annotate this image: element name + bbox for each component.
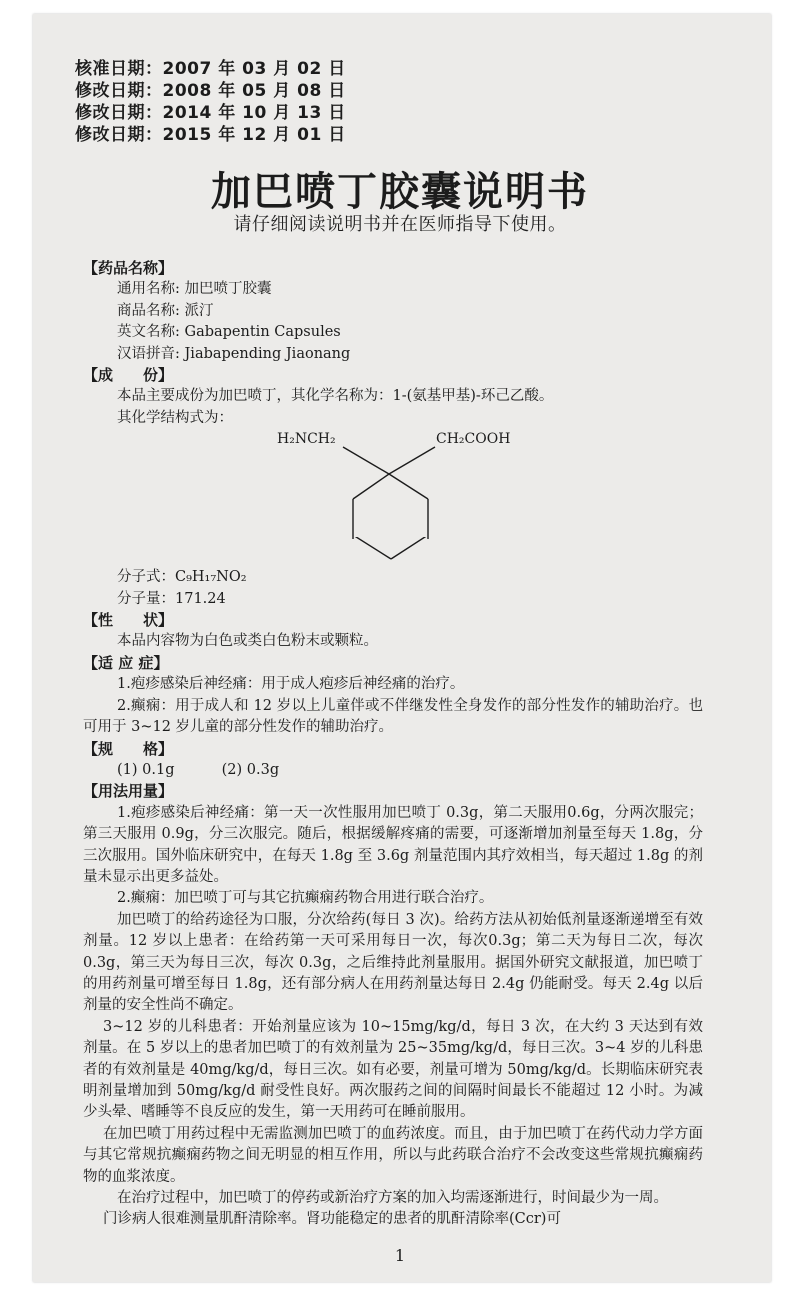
page-number: 1 bbox=[394, 1246, 406, 1265]
revision-date: 修改日期：2008 年 05 月 08 日 bbox=[75, 81, 346, 101]
document-body bbox=[83, 258, 703, 1231]
dosage-paragraph: 2.癫痫：加巴喷丁可与其它抗癫痫药物合用进行联合治疗。 bbox=[117, 890, 494, 907]
indication-item: 2.癫痫：用于成人和 12 岁以上儿童伴或不伴继发性全身发作的部分性发作的辅助治疗。也可用于 3~12 岁儿童的部分性发作的辅助治疗。 bbox=[83, 697, 703, 736]
spec-value: (1) 0.1g bbox=[117, 761, 175, 778]
document-title: 加巴喷丁胶囊说明书 bbox=[211, 169, 589, 215]
trade-name: 商品名称: 派汀 bbox=[117, 302, 214, 319]
cyclohexane-ring bbox=[343, 447, 435, 539]
dosage-paragraph: 在加巴喷丁用药过程中无需监测加巴喷丁的血药浓度。而且，由于加巴喷丁在药代动力学方面与其它常规抗癫痫药物之间无明显的相互作用，所以与此药联合治疗不会改变这些常规抗癫痫药物的血浆浓度。 bbox=[83, 1125, 703, 1185]
molecular-weight: 分子量：171.24 bbox=[117, 590, 226, 607]
description-text: 本品内容物为白色或类白色粉末或颗粒。 bbox=[117, 633, 378, 650]
indication-item: 1.疱疹感染后神经痛：用于成人疱疹后神经痛的治疗。 bbox=[117, 676, 465, 693]
approval-dates bbox=[75, 58, 346, 146]
structure-label: 其化学结构式为： bbox=[117, 409, 233, 426]
section-heading-description: 【性 状】 bbox=[83, 611, 174, 630]
section-heading-dosage: 【用法用量】 bbox=[83, 782, 174, 801]
dosage-paragraph: 门诊病人很难测量肌酐清除率。肾功能稳定的患者的肌酐清除率(Ccr)可 bbox=[103, 1211, 561, 1228]
chemical-structure bbox=[83, 429, 703, 539]
dosage-paragraph: 加巴喷丁的给药途径为口服，分次给药(每日 3 次)。给药方法从初始低剂量逐渐递增至有效剂量。12 岁以上患者：在给药第一天可采用每日一次，每次0.3g；第二天为每日二次，每次 0.3g，第三天为每日三次，每次 0.3g，之后维持此剂量服用。据国外研究文献报道，加巴喷丁的用药剂量可增至每日 1.8g，还有部分病人在用药剂量达每日 2.4g 仍能耐受。每天 2.4g 以后剂量的安全性尚不确定。 bbox=[83, 911, 703, 1014]
section-heading-spec: 【规 格】 bbox=[83, 739, 174, 758]
dosage-paragraph: 3~12 岁的儿科患者：开始剂量应该为 10~15mg/kg/d，每日 3 次，在大约 3 天达到有效剂量。在 5 岁以上的患者加巴喷丁的有效剂量为 25~35mg/kg/d，每日三次。3~4 岁的儿科患者的有效剂量是 40mg/kg/d，每日三次。如有必要，剂量可增为 50mg/kg/d。长期临床研究表明剂量增加到 50mg/kg/d 耐受性良好。两次服药之间的间隔时间最长不能超过 12 小时。为减少头晕、嗜睡等不良反应的发生，第一天用药可在睡前服用。 bbox=[83, 1018, 703, 1121]
structure-diagram-lower bbox=[83, 537, 703, 567]
document-subtitle: 请仔细阅读说明书并在医师指导下使用。 bbox=[233, 214, 567, 235]
structure-left-group: H₂NCH₂ bbox=[277, 431, 336, 448]
spec-values bbox=[83, 760, 703, 781]
english-name: 英文名称: Gabapentin Capsules bbox=[117, 324, 341, 341]
section-heading-composition: 【成 份】 bbox=[83, 366, 174, 385]
spec-value: (2) 0.3g bbox=[221, 761, 280, 778]
composition-text: 本品主要成份为加巴喷丁，其化学名称为：1-(氨基甲基)-环己乙酸。 bbox=[117, 388, 554, 405]
revision-date: 修改日期：2015 年 12 月 01 日 bbox=[75, 125, 346, 145]
dosage-paragraph: 1.疱疹感染后神经痛：第一天一次性服用加巴喷丁 0.3g，第二天服用0.6g，分两次服完；第三天服用 0.9g，分三次服完。随后，根据缓解疼痛的需要，可逐渐增加剂量至每天 1.8g，分三次服用。国外临床研究中，在每天 1.8g 至 3.6g 剂量范围内其疗效相当，每天超过 1.8g 的剂量未显示出更多益处。 bbox=[83, 804, 703, 885]
structure-diagram bbox=[83, 429, 703, 539]
generic-name: 通用名称: 加巴喷丁胶囊 bbox=[117, 281, 272, 298]
section-heading-indications: 【适 应 症】 bbox=[83, 653, 169, 672]
approval-date: 核准日期：2007 年 03 月 02 日 bbox=[75, 59, 346, 79]
molecular-formula: 分子式：C₉H₁₇NO₂ bbox=[117, 569, 247, 586]
dosage-paragraph: 在治疗过程中，加巴喷丁的停药或新治疗方案的加入均需逐渐进行，时间最少为一周。 bbox=[117, 1190, 668, 1207]
section-heading-name: 【药品名称】 bbox=[83, 259, 174, 277]
revision-date: 修改日期：2014 年 10 月 13 日 bbox=[75, 103, 346, 123]
pinyin-name: 汉语拼音: Jiabapending Jiaonang bbox=[117, 345, 351, 362]
structure-right-group: CH₂COOH bbox=[436, 431, 511, 448]
